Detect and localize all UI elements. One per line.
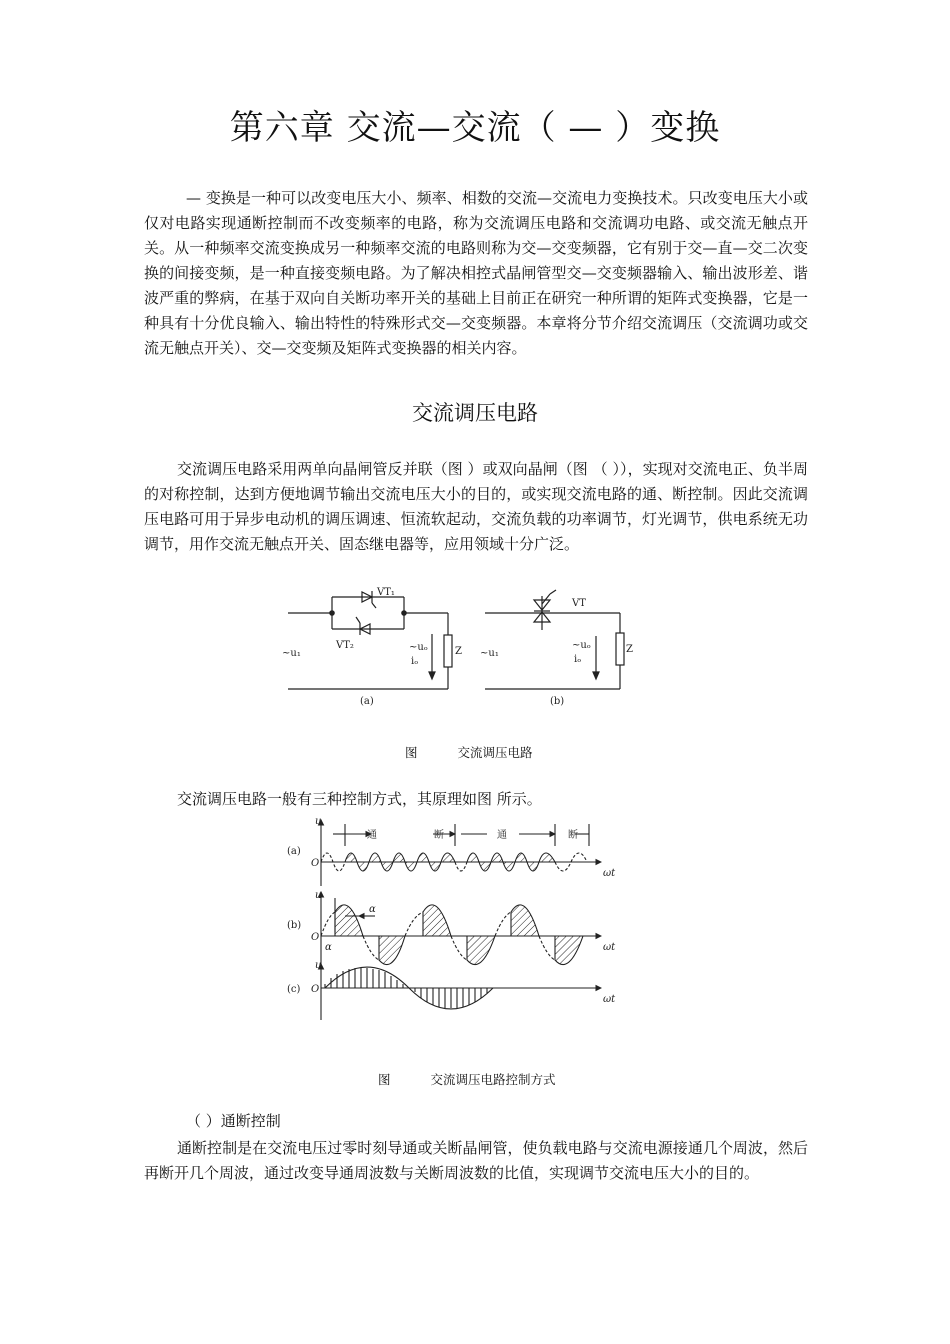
fig-b-label: (b) (550, 696, 565, 707)
o-label-b: O (311, 932, 320, 943)
u-label-c: u (315, 960, 322, 971)
uo-label-b: ~uₒ (572, 640, 591, 651)
io-label-a: iₒ (411, 656, 419, 667)
alpha-label-1: α (369, 904, 376, 915)
subsection-heading: （ ）通断控制 (186, 1112, 281, 1130)
wave-c-label: (c) (287, 984, 301, 995)
io-label-b: iₒ (574, 654, 582, 665)
caption-text: 交流调压电路控制方式 (430, 1072, 556, 1087)
wt-label-a: ωt (603, 868, 616, 879)
body-paragraph: 通断控制是在交流电压过零时刻导通或关断晶闸管，使负载电路与交流电源接通几个周波，然后再断开几个周波，通过改变导通周波数与关断周波数的比值，实现调节交流电压大小的目的。 (144, 1139, 808, 1182)
tong-label-2: 通 (497, 830, 507, 841)
vt1-label: VT₁ (377, 587, 395, 598)
wave-b-label: (b) (287, 920, 302, 931)
caption-fig-label: 图 (378, 1072, 391, 1087)
u1-label-b: ~u₁ (480, 648, 499, 659)
caption-fig-label: 图 (405, 745, 418, 760)
o-label-a: O (311, 858, 320, 869)
u-label-b: u (315, 890, 322, 901)
vt-label: VT (572, 598, 586, 609)
waveform-diagram (283, 816, 623, 1026)
duan-label-1: 断 (434, 830, 444, 841)
section-heading: 交流调压电路 (412, 401, 538, 425)
caption-text: 交流调压电路 (457, 745, 533, 760)
z-label-b: Z (626, 644, 633, 655)
u1-label-a: ~u₁ (282, 648, 301, 659)
body-paragraph: 交流调压电路采用两单向晶闸管反并联（图 ）或双向晶闸（图 （ ）），实现对交流电正、负半周的对称控制，达到方便地调节输出交流电压大小的目的，或实现交流电路的通、断控制。因此交流调压电路可用于异步电动机的调压调速、恒流软起动，交流负载的功率调节，灯光调节，供电系统无功调节，用作交流无触点开关、固态继电器等，应用领域十分广泛。 (144, 460, 808, 553)
duan-label-2: 断 (568, 830, 578, 841)
page-title: 第六章 交流—交流（ — ）变换 (229, 108, 721, 148)
u-label-a: u (315, 816, 322, 827)
o-label-c: O (311, 984, 320, 995)
body-paragraph: 交流调压电路一般有三种控制方式，其原理如图 所示。 (177, 790, 542, 808)
intro-paragraph: — 变换是一种可以改变电压大小、频率、相数的交流—交流电力变换技术。只改变电压大小或仅对电路实现通断控制而不改变频率的电路，称为交流调压电路和交流调功电路、或交流无触点开关。从一种频率交流变换成另一种频率交流的电路则称为交—交变频器，它有别于交—直—交二次变换的间接变频，是一种直接变频电路。为了解决相控式晶闸管型交—交变频器输入、输出波形差、谐波严重的弊病，在基于双向自关断功率开关的基础上目前正在研究一种所谓的矩阵式变换器，它是一种具有十分优良输入、输出特性的特殊形式交—交变频器。本章将分节介绍交流调压（交流调功或交流无触点开关）、交—交变频及矩阵式变换器的相关内容。 (144, 189, 808, 357)
tong-label-1: 通 (367, 830, 377, 841)
circuit-diagram (280, 586, 640, 710)
fig-a-label: (a) (360, 696, 374, 707)
vt2-label: VT₂ (336, 640, 354, 651)
figure-caption-1 (405, 743, 533, 761)
uo-label-a: ~uₒ (409, 642, 428, 653)
alpha-label-2: α (325, 942, 332, 953)
wt-label-b: ωt (603, 942, 616, 953)
figure-caption-2 (378, 1070, 556, 1088)
wave-a-label: (a) (287, 846, 301, 857)
z-label-a: Z (455, 646, 462, 657)
wt-label-c: ωt (603, 994, 616, 1005)
